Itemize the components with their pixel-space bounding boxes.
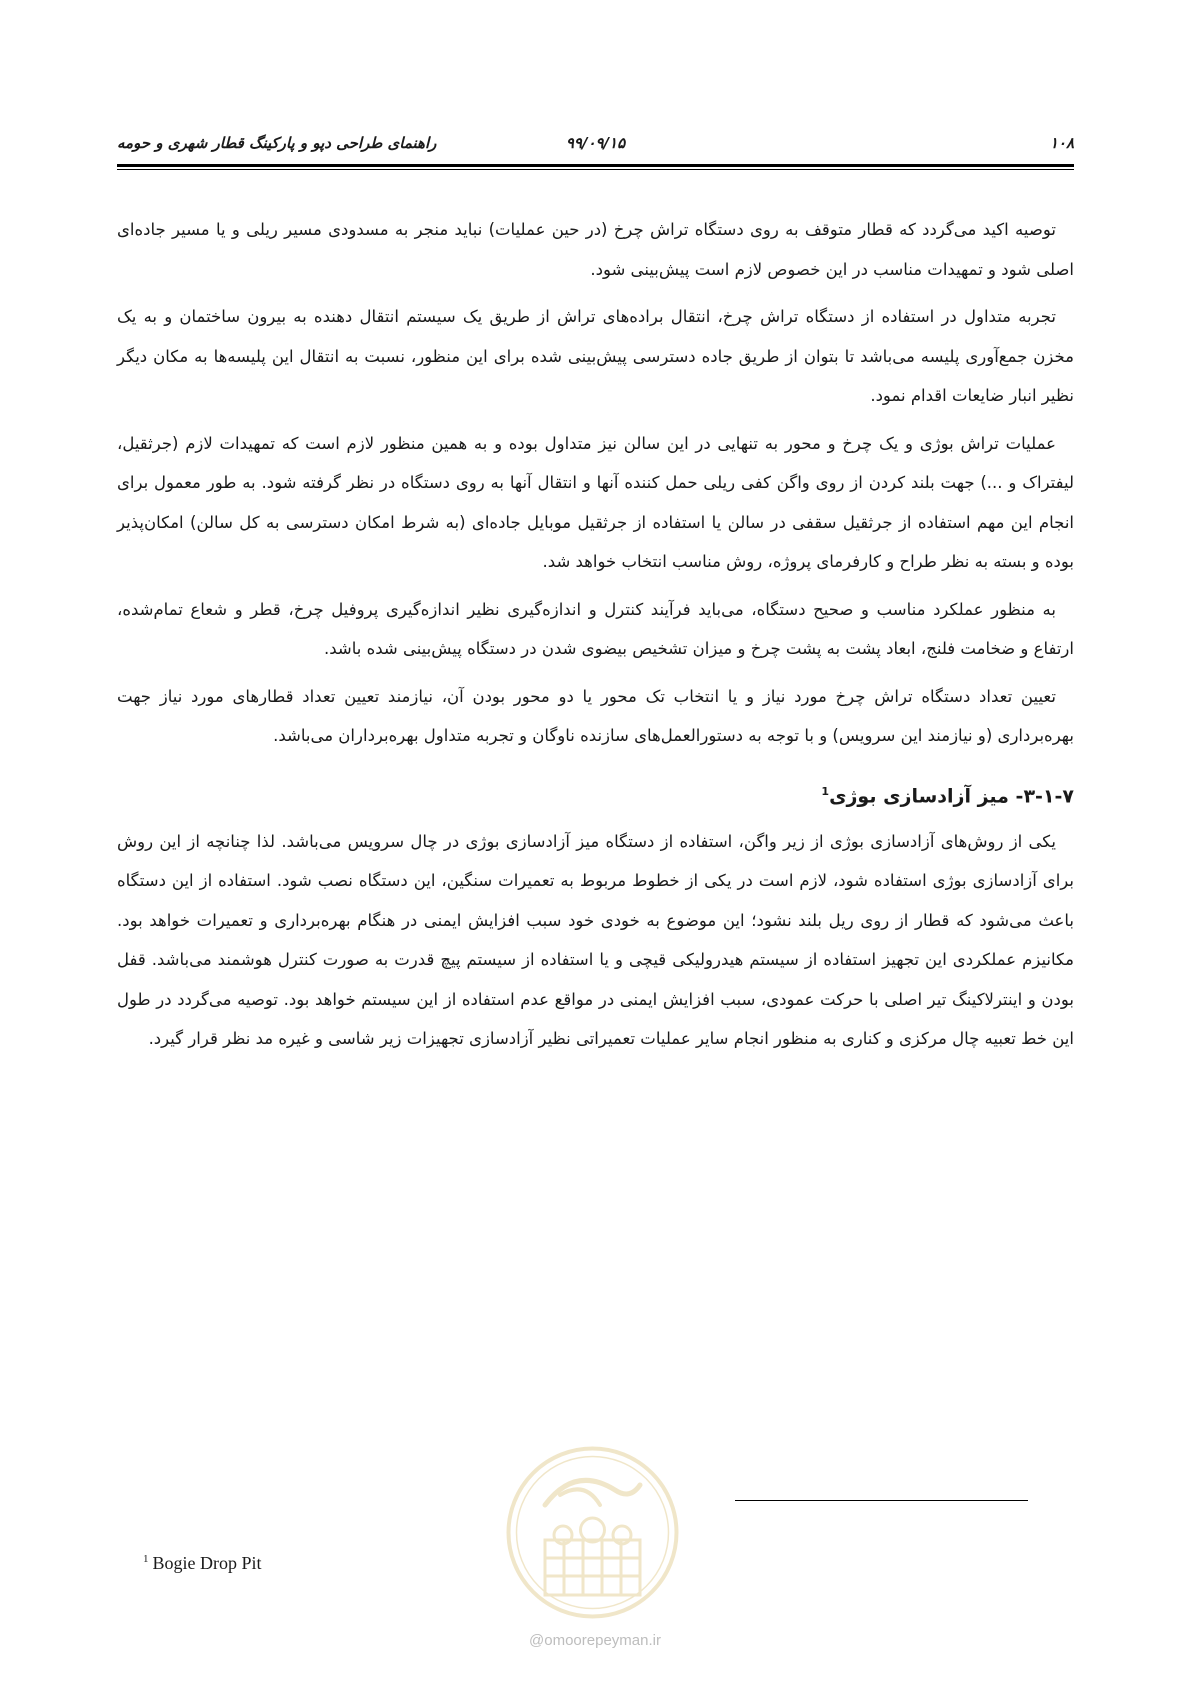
paragraph: تجربه متداول در استفاده از دستگاه تراش چرخ، انتقال براده‌های تراش از طریق یک سیستم انتقال دهنده به بیرون ساختمان و به یک مخزن جمع‌آوری پلیسه می‌باشد تا بتوان از طریق جاده دسترسی پیش‌بینی شده برای این منظور، نسبت به انتقال این پلیسه‌ها به مکان دیگر نظیر انبار ضایعات اقدام نمود. bbox=[117, 307, 1074, 405]
paragraph: عملیات تراش بوژی و یک چرخ و محور به تنهایی در این سالن نیز متداول بوده و به همین منظور لازم است که تمهیدات لازم (جرثقیل، لیفتراک و ...) جهت بلند کردن از روی واگن کفی ریلی حمل کننده آنها و انتقال آنها به روی دستگاه در نظر گرفته شود. به طور معمول برای انجام این مهم استفاده از جرثقیل سقفی در سالن یا استفاده از جرثقیل موبایل جاده‌ای (به شرط امکان دسترسی به کل سالن) امکان‌پذیر بوده و بسته به نظر طراح و کارفرمای پروژه، روش مناسب انتخاب خواهد شد. bbox=[117, 433, 1074, 571]
page-number: ۱۰۸ bbox=[1049, 134, 1074, 152]
paragraph: یکی از روش‌های آزادسازی بوژی از زیر واگن، استفاده از دستگاه میز آزادسازی بوژی در چال سرویس می‌باشد. لذا چنانچه از این روش برای آزادسازی بوژی استفاده شود، لازم است در یکی از خطوط مربوط به تعمیرات سنگین، این دستگاه نصب شود. استفاده از این دستگاه باعث می‌شود که قطار از روی ریل بلند نشود؛ این موضوع به خودی خود سبب افزایش ایمنی در هنگام بهره‌برداری و تعمیرات خواهد بود. مکانیزم عملکردی این تجهیز استفاده از سیستم هیدرولیکی قیچی و یا استفاده از سیستم پیچ قدرت به صورت کنترل هوشمند می‌باشد. قفل بودن و اینترلاکینگ تیر اصلی با حرکت عمودی، سبب افزایش ایمنی در مواقع عدم استفاده از این سیستم خواهد بود. توصیه می‌گردد در طول این خط تعبیه چال مرکزی و کناری به منظور انجام سایر عملیات تعمیراتی نظیر آزادسازی تجهیزات زیر شاسی و غیره مد نظر قرار گیرد. bbox=[117, 831, 1074, 1049]
document-body bbox=[117, 210, 1074, 1067]
paragraph: توصیه اکید می‌گردد که قطار متوقف به روی دستگاه تراش چرخ (در حین عملیات) نباید منجر به مسدودی مسیر ریلی و یا مسیر جاده‌ای اصلی شود و تمهیدات مناسب در این خصوص لازم است پیش‌بینی شود. bbox=[117, 220, 1074, 279]
footnote-divider bbox=[735, 1500, 1028, 1501]
paragraph: تعیین تعداد دستگاه تراش چرخ مورد نیاز و یا انتخاب تک محور یا دو محور بودن آن، نیازمند تعیین تعداد قطارهای مورد نیاز جهت بهره‌برداری (و نیازمند این سرویس) و با توجه به دستورالعمل‌های سازنده ناوگان و تجربه متداول بهره‌برداران می‌باشد. bbox=[117, 686, 1074, 745]
section-heading bbox=[117, 776, 1074, 812]
header-rule bbox=[117, 164, 1074, 170]
page-header bbox=[117, 128, 1074, 162]
footnote-reference[interactable]: 1 bbox=[821, 784, 830, 798]
footnote bbox=[143, 1553, 262, 1574]
section-heading-text: ۳-۱-۷- میز آزادسازی بوژی bbox=[829, 784, 1074, 807]
watermark-seal-icon bbox=[505, 1445, 680, 1620]
watermark-url: @omoorepeyman.ir bbox=[529, 1632, 661, 1649]
paragraph: به منظور عملکرد مناسب و صحیح دستگاه، می‌باید فرآیند کنترل و اندازه‌گیری نظیر اندازه‌گیری پروفیل چرخ، قطر و شعاع تمام‌شده، ارتفاع و ضخامت فلنج، ابعاد پشت به پشت چرخ و میزان تشخیص بیضوی شدن در دستگاه پیش‌بینی شده باشد. bbox=[117, 599, 1074, 658]
footnote-text: Bogie Drop Pit bbox=[152, 1553, 262, 1573]
document-title: راهنمای طراحی دپو و پارکینگ قطار شهری و حومه bbox=[117, 134, 437, 152]
footnote-number: 1 bbox=[143, 1553, 149, 1565]
header-date: ۹۹/۰۹/۱۵ bbox=[565, 134, 626, 152]
